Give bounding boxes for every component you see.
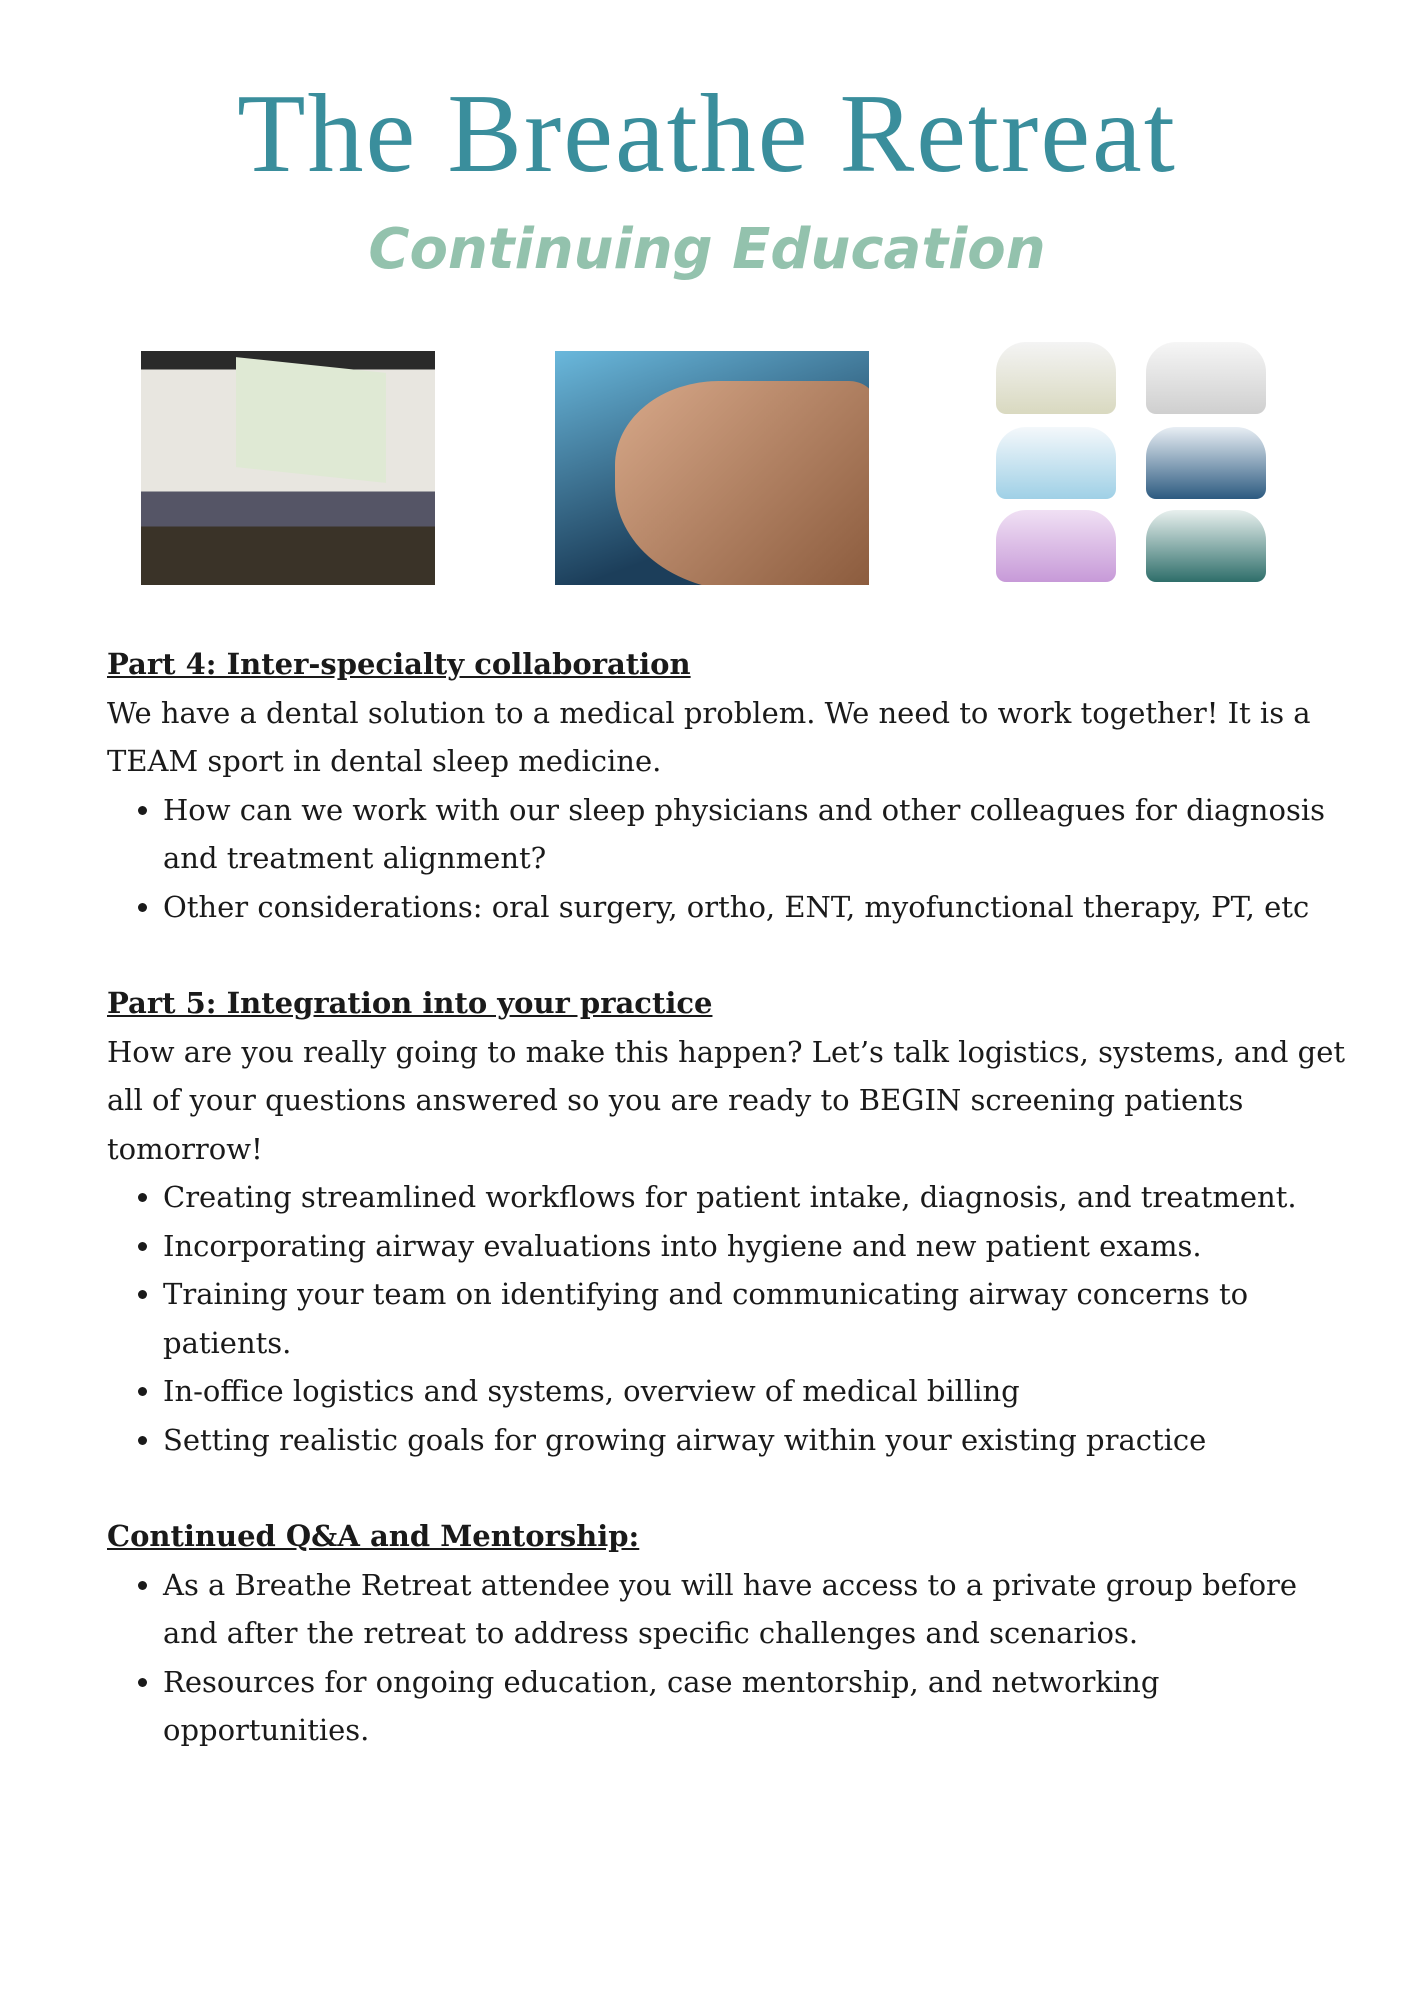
section-heading: Continued Q&A and Mentorship:	[107, 1519, 640, 1553]
section-part-4	[107, 640, 1347, 931]
airway-anatomy-illustration	[555, 351, 869, 585]
list-item: • Training your team on identifying and communicating airway concerns to patients.	[163, 1270, 1347, 1367]
section-heading: Part 4: Inter-specialty collaboration	[107, 647, 691, 681]
lecture-photo	[141, 351, 435, 585]
list-item: • In-office logistics and systems, overview of medical billing	[163, 1367, 1347, 1416]
page-subtitle: Continuing Education	[368, 217, 1046, 282]
section-heading: Part 5: Integration into your practice	[107, 986, 713, 1020]
section-intro: How are you really going to make this happen? Let’s talk logistics, systems, and get all of your questions answered so you are ready to BEGIN screening patients tomorrow!	[107, 1034, 1346, 1166]
list-item: • Setting realistic goals for growing airway within your existing practice	[163, 1416, 1347, 1465]
section-part-5	[107, 979, 1347, 1464]
list-item: • As a Breathe Retreat attendee you will have access to a private group before and after the retreat to address specific challenges and scenarios.	[163, 1561, 1347, 1658]
page-title: The Breathe Retreat	[237, 72, 1177, 196]
list-item: • Resources for ongoing education, case mentorship, and networking opportunities.	[163, 1658, 1347, 1755]
section-intro: We have a dental solution to a medical problem. We need to work together! It is a TEAM sport in dental sleep medicine.	[107, 695, 1311, 778]
list-item: • Creating streamlined workflows for patient intake, diagnosis, and treatment.	[163, 1173, 1347, 1222]
section-mentorship	[107, 1512, 1347, 1755]
list-item: • Incorporating airway evaluations into hygiene and new patient exams.	[163, 1222, 1347, 1271]
list-item: • How can we work with our sleep physicians and other colleagues for diagnosis and treatment alignment?	[163, 786, 1347, 883]
oral-appliances-collage	[996, 332, 1286, 585]
document-body	[107, 640, 1347, 1755]
list-item: • Other considerations: oral surgery, ortho, ENT, myofunctional therapy, PT, etc	[163, 883, 1347, 932]
